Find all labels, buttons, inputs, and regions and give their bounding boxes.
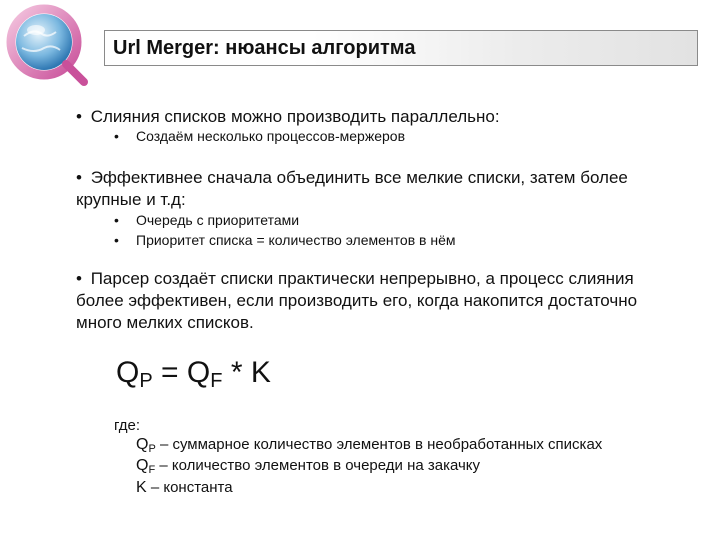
globe-magnifier-icon [4, 2, 94, 92]
definition-text: – суммарное количество элементов в необработанных списках [159, 436, 603, 453]
sub-item-text: Очередь с приоритетами [136, 212, 300, 228]
where-label: где: [114, 417, 141, 434]
formula-times: * [230, 356, 243, 389]
formula-q-symbol: Q [186, 356, 211, 389]
bullet-2 [76, 167, 636, 211]
sub-item-2-1 [114, 210, 299, 230]
sub-item-text: Приоритет списка = количество элементов в нём [136, 232, 456, 248]
bullet-dot: • [76, 269, 82, 288]
formula-f-subscript: F [210, 370, 223, 392]
definition-text: – количество элементов в очереди на закачку [159, 457, 481, 474]
definition-symbol: K [136, 479, 147, 496]
definition-qf [136, 457, 480, 476]
formula-equals: = [161, 356, 179, 389]
sub-bullet-dot: • [114, 232, 119, 248]
sub-item-text: Создаём несколько процессов-мержеров [136, 128, 406, 144]
bullet-3 [76, 268, 676, 334]
bullet-1 [76, 106, 676, 128]
definition-symbol: Q [136, 436, 149, 453]
formula-k-symbol: K [250, 356, 271, 389]
formula-q-symbol: Q [116, 356, 140, 389]
bullet-1-text: Слияния списков можно производить параллельно: [90, 107, 500, 126]
sub-bullet-dot: • [114, 212, 119, 228]
bullet-3-text: Парсер создаёт списки практически непрерывно, а процесс слияния более эффективен, если производить его, когда накопится достаточно много мелких списков. [76, 269, 638, 332]
definition-k [136, 479, 233, 497]
formula-p-subscript: P [139, 370, 153, 392]
definition-text: – константа [150, 479, 233, 496]
bullet-dot: • [76, 107, 82, 126]
definition-symbol: Q [136, 457, 149, 474]
sub-item-1-1 [114, 126, 405, 146]
bullet-2-text: Эффективнее сначала объединить все мелкие списки, затем более крупные и т.д: [76, 168, 628, 209]
title-bar [104, 30, 698, 66]
sub-item-2-2 [114, 230, 455, 250]
bullet-dot: • [76, 168, 82, 187]
definition-subscript: F [148, 464, 156, 476]
formula [116, 356, 271, 393]
page-title: Url Merger: нюансы алгоритма [113, 37, 416, 59]
sub-bullet-dot: • [114, 128, 119, 144]
definition-subscript: P [148, 443, 156, 455]
definition-qp [136, 436, 602, 455]
